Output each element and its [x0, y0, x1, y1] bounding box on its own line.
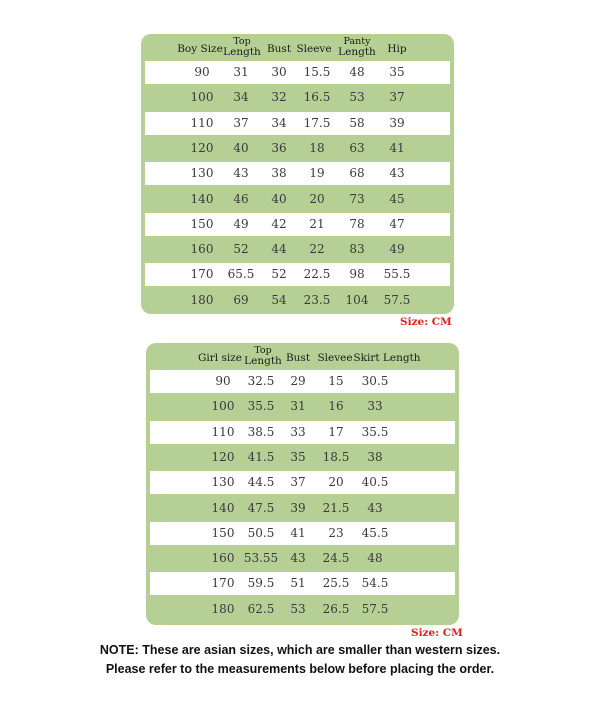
table-cell: 110 [190, 115, 214, 130]
table-cell: 19 [309, 166, 325, 181]
table-cell: 43 [389, 166, 405, 181]
boy-header-cell [296, 44, 331, 54]
table-row [150, 522, 455, 545]
table-cell: 42 [271, 216, 287, 231]
boy-header-cell [177, 44, 223, 54]
table-cell: 48 [349, 65, 365, 79]
table-cell: 46 [233, 191, 249, 206]
table-cell: 24.5 [322, 551, 350, 566]
table-cell: 38.5 [247, 424, 275, 439]
table-row [145, 112, 450, 135]
girl-header-cell [353, 353, 420, 363]
boy-header-line: Boy Size [177, 43, 223, 55]
table-row [145, 263, 450, 286]
table-cell: 23.5 [303, 292, 331, 307]
table-cell: 20 [309, 191, 325, 206]
table-cell: 18 [309, 140, 325, 155]
table-cell: 21.5 [322, 500, 350, 515]
table-cell: 31 [233, 65, 249, 79]
boy-header-line: Length [223, 46, 261, 58]
boy-header-cell [267, 44, 291, 54]
table-row [150, 421, 455, 444]
boy-header-line: Hip [387, 43, 407, 55]
table-cell: 18.5 [322, 449, 350, 464]
table-cell: 170 [211, 576, 235, 591]
table-cell: 52 [233, 242, 249, 257]
table-cell: 53.55 [243, 551, 279, 566]
girl-header-line: Top [254, 345, 272, 356]
table-cell: 32 [271, 90, 287, 105]
table-cell: 35 [389, 65, 405, 79]
table-cell: 57.5 [383, 292, 411, 307]
table-cell: 34 [233, 90, 249, 105]
table-cell: 39 [389, 115, 405, 130]
table-cell: 110 [211, 424, 235, 439]
table-cell: 17.5 [303, 115, 331, 130]
boy-header-line: Top [233, 36, 251, 47]
table-cell: 21 [309, 216, 325, 231]
boy-header-line: Bust [266, 43, 292, 55]
table-cell: 50.5 [247, 525, 275, 540]
table-cell: 130 [190, 166, 214, 181]
table-cell: 57.5 [361, 601, 389, 616]
table-cell: 90 [215, 374, 231, 388]
table-cell: 170 [190, 267, 214, 282]
boy-size-unit-label: Size: CM [400, 316, 452, 328]
table-cell: 78 [349, 216, 365, 231]
table-cell: 38 [367, 449, 383, 464]
table-cell: 30.5 [361, 374, 389, 388]
table-cell: 33 [290, 424, 306, 439]
table-cell: 38 [271, 166, 287, 181]
table-cell: 44 [271, 242, 287, 257]
table-cell: 20 [328, 475, 344, 490]
table-cell: 54.5 [361, 576, 389, 591]
note-line-2: Please refer to the measurements below before placing the order. [105, 662, 495, 676]
table-cell: 29 [290, 374, 306, 388]
table-cell: 15 [328, 374, 344, 388]
girl-header-line: Bust [285, 352, 311, 364]
table-row [150, 370, 455, 393]
table-cell: 104 [345, 292, 369, 307]
girl-size-unit-label: Size: CM [411, 627, 463, 639]
table-cell: 47 [389, 216, 405, 231]
table-cell: 41 [290, 525, 306, 540]
table-cell: 48 [367, 551, 383, 566]
table-cell: 49 [233, 216, 249, 231]
table-cell: 22 [309, 242, 325, 257]
table-cell: 180 [211, 601, 235, 616]
table-cell: 52 [271, 267, 287, 282]
table-cell: 35 [290, 449, 306, 464]
table-cell: 17 [328, 424, 344, 439]
table-cell: 23 [328, 525, 344, 540]
table-cell: 37 [389, 90, 405, 105]
girl-table-header [146, 343, 459, 371]
table-cell: 51 [290, 576, 306, 591]
girl-header-line: Length [244, 355, 282, 367]
table-cell: 65.5 [227, 267, 255, 282]
table-cell: 68 [349, 166, 365, 181]
table-cell: 40 [271, 191, 287, 206]
table-cell: 37 [290, 475, 306, 490]
boy-header-line: Panty [343, 36, 371, 47]
table-cell: 120 [211, 449, 235, 464]
table-cell: 30 [271, 65, 287, 79]
girl-header-line: Girl size [198, 352, 242, 364]
table-row [145, 137, 450, 160]
table-cell: 41 [389, 140, 405, 155]
table-cell: 49 [389, 242, 405, 257]
table-cell: 41.5 [247, 449, 275, 464]
table-cell: 69 [233, 292, 249, 307]
table-row [145, 213, 450, 236]
table-cell: 62.5 [247, 601, 275, 616]
boy-header-cell [338, 37, 376, 57]
table-cell: 54 [271, 292, 287, 307]
table-cell: 25.5 [322, 576, 350, 591]
table-cell: 83 [349, 242, 365, 257]
table-cell: 55.5 [383, 267, 411, 282]
table-cell: 35.5 [361, 424, 389, 439]
table-row [145, 188, 450, 211]
boy-header-cell [387, 44, 406, 54]
table-cell: 180 [190, 292, 214, 307]
girl-header-cell [244, 346, 282, 366]
table-cell: 58 [349, 115, 365, 130]
table-cell: 15.5 [303, 65, 331, 79]
table-cell: 73 [349, 191, 365, 206]
table-cell: 150 [211, 525, 235, 540]
table-row [145, 238, 450, 261]
girl-header-line: Skirt Length [353, 352, 421, 364]
table-cell: 90 [194, 65, 210, 79]
table-cell: 22.5 [303, 267, 331, 282]
table-cell: 43 [290, 551, 306, 566]
table-cell: 98 [349, 267, 365, 282]
table-cell: 26.5 [322, 601, 350, 616]
table-cell: 53 [349, 90, 365, 105]
table-cell: 31 [290, 399, 306, 414]
table-cell: 33 [367, 399, 383, 414]
table-cell: 63 [349, 140, 365, 155]
table-row [145, 86, 450, 109]
table-row [150, 446, 455, 469]
boy-size-table [141, 34, 454, 314]
table-cell: 16.5 [303, 90, 331, 105]
table-cell: 43 [233, 166, 249, 181]
table-cell: 39 [290, 500, 306, 515]
table-cell: 150 [190, 216, 214, 231]
table-cell: 45 [389, 191, 405, 206]
table-cell: 53 [290, 601, 306, 616]
table-row [150, 395, 455, 418]
table-row [145, 61, 450, 84]
table-cell: 43 [367, 500, 383, 515]
table-cell: 59.5 [247, 576, 275, 591]
girl-header-line: Slevee [317, 352, 353, 364]
table-cell: 140 [211, 500, 235, 515]
table-row [145, 289, 450, 312]
table-cell: 130 [211, 475, 235, 490]
table-cell: 40.5 [361, 475, 389, 490]
note-line-1: NOTE: These are asian sizes, which are smaller than western sizes. [99, 643, 501, 657]
boy-table-header [141, 34, 454, 62]
table-row [150, 598, 455, 621]
table-cell: 140 [190, 191, 214, 206]
table-cell: 45.5 [361, 525, 389, 540]
table-cell: 160 [211, 551, 235, 566]
table-cell: 40 [233, 140, 249, 155]
table-cell: 16 [328, 399, 344, 414]
table-cell: 120 [190, 140, 214, 155]
table-cell: 47.5 [247, 500, 275, 515]
table-cell: 36 [271, 140, 287, 155]
table-cell: 44.5 [247, 475, 275, 490]
boy-header-cell [223, 37, 261, 57]
table-row [150, 471, 455, 494]
table-cell: 34 [271, 115, 287, 130]
table-cell: 100 [190, 90, 214, 105]
girl-size-table [146, 343, 459, 625]
table-cell: 37 [233, 115, 249, 130]
table-row [150, 497, 455, 520]
table-row [150, 572, 455, 595]
table-cell: 160 [190, 242, 214, 257]
table-cell: 32.5 [247, 374, 275, 388]
boy-header-line: Length [338, 46, 376, 58]
girl-header-cell [317, 353, 352, 363]
table-row [145, 162, 450, 185]
table-cell: 35.5 [247, 399, 275, 414]
girl-header-cell [286, 353, 310, 363]
table-cell: 100 [211, 399, 235, 414]
table-row [150, 547, 455, 570]
girl-header-cell [198, 353, 242, 363]
boy-header-line: Sleeve [296, 43, 332, 55]
